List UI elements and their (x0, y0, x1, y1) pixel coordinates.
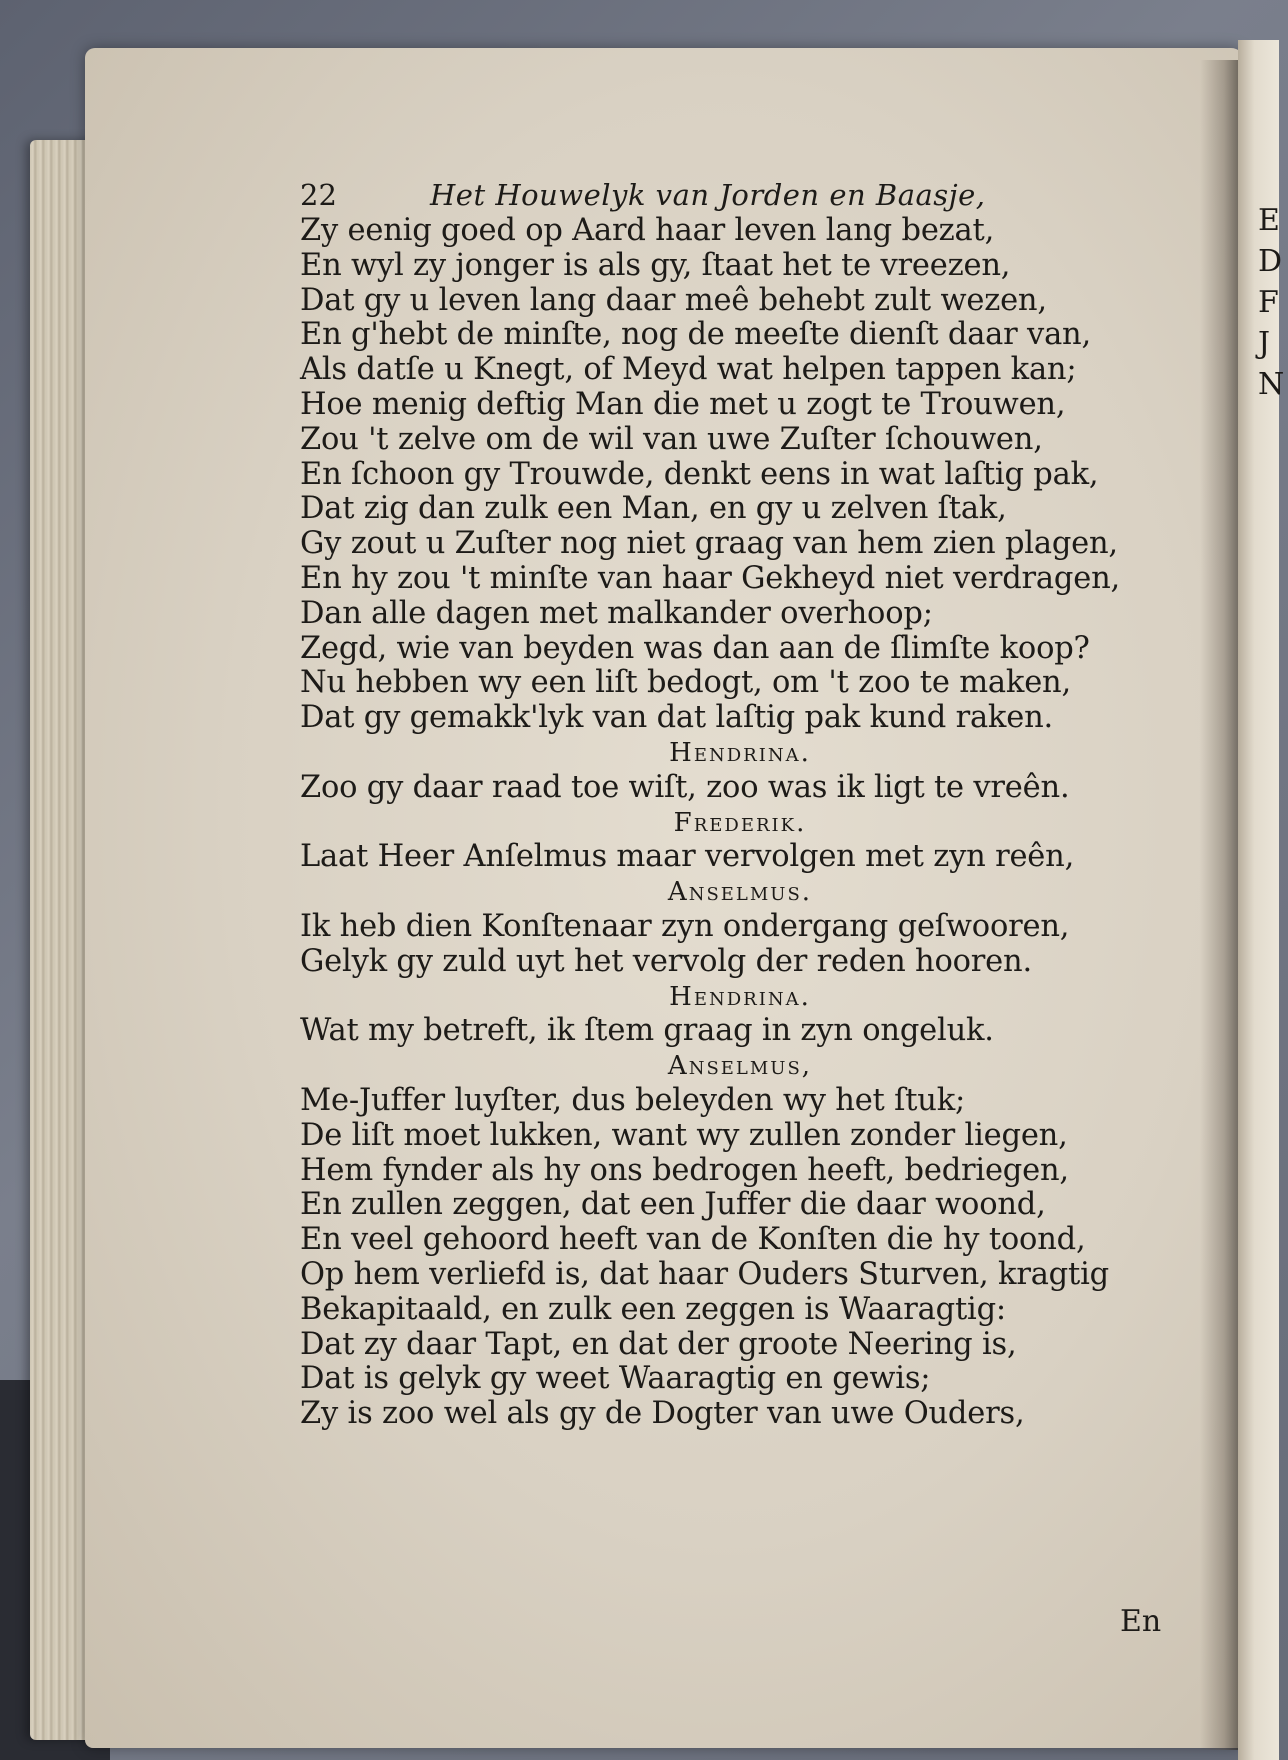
verse-line: Zegd, wie van beyden was dan aan de ſlimſte koop? (300, 630, 1090, 666)
speaker-name: Hendrina. (669, 981, 811, 1012)
verse-line: Zy is zoo wel als gy de Dogter van uwe Ouders, (300, 1396, 1025, 1432)
verse-lines (300, 214, 1180, 1432)
verse-line: Gy zout u Zuſter nog niet graag van hem zien plagen, (300, 526, 1118, 562)
facing-letter: F (1258, 285, 1279, 320)
speaker-name: Hendrina. (669, 737, 811, 768)
verse-line: Gelyk gy zuld uyt het vervolg der reden hooren. (300, 943, 1032, 979)
facing-letter: D (1258, 244, 1283, 279)
page-number: 22 (300, 178, 337, 212)
verse-line: Op hem verliefd is, dat haar Ouders Sturven, kragtig (300, 1256, 1109, 1292)
running-header (300, 176, 1180, 214)
verse-line: Dat gy gemakk'lyk van dat laſtig pak kund raken. (300, 700, 1054, 736)
verse-line: Dat is gelyk gy weet Waaragtig en gewis; (300, 1361, 931, 1397)
facing-letter: J (1258, 326, 1271, 361)
verse-line: Zy eenig goed op Aard haar leven lang bezat, (300, 213, 995, 248)
speaker-name: Anselmus, (667, 1051, 813, 1082)
verse-line: Dan alle dagen met malkander overhoop; (300, 595, 933, 631)
verse-line: Dat gy u leven lang daar meê behebt zult wezen, (300, 282, 1047, 318)
verse-line: Nu hebben wy een liſt bedogt, om 't zoo te maken, (300, 665, 1071, 701)
verse-line: Hem fynder als hy ons bedrogen heeft, bedriegen, (300, 1152, 1069, 1188)
verse-line: En zullen zeggen, dat een Juffer die daar woond, (300, 1187, 1046, 1223)
verse-line: En hy zou 't minſte van haar Gekheyd niet verdragen, (300, 560, 1121, 596)
verse-line: Bekapitaald, en zulk een zeggen is Waaragtig: (300, 1291, 1006, 1327)
verse-line: Me-Juffer luyſter, dus beleyden wy het ſtuk; (300, 1082, 966, 1118)
verse-line: Als datſe u Knegt, of Meyd wat helpen tappen kan; (300, 352, 1077, 388)
verse-line: Dat zig dan zulk een Man, en gy u zelven ſtak, (300, 491, 1007, 527)
verse-line: En wyl zy jonger is als gy, ſtaat het te vreezen, (300, 247, 1011, 283)
verse-line: En ſchoon gy Trouwde, denkt eens in wat laſtig pak, (300, 456, 1099, 492)
book-gutter (1200, 60, 1240, 1750)
speaker-name: Frederik. (673, 807, 807, 838)
facing-page-text (1258, 200, 1288, 405)
verse-line: Hoe menig deftig Man die met u zogt te Trouwen, (300, 386, 1066, 422)
verse-line: Dat zy daar Tapt, en dat der groote Neering is, (300, 1326, 1017, 1362)
speaker-name: Anselmus. (667, 877, 813, 908)
verse-line: En veel gehoord heeft van de Konſten die hy toond, (300, 1222, 1086, 1258)
facing-letter: E (1258, 203, 1280, 238)
verse-line: Ik heb dien Konſtenaar zyn ondergang geſwooren, (300, 908, 1070, 944)
catchword: En (1120, 1604, 1162, 1639)
verse-line: En g'hebt de minſte, nog de meeſte dienſt daar van, (300, 317, 1091, 353)
verse-line: Zoo gy daar raad toe wiſt, zoo was ik ligt te vreên. (300, 769, 1070, 805)
verse-line: De liſt moet lukken, want wy zullen zonder liegen, (300, 1117, 1068, 1153)
verse-line: Wat my betreft, ik ſtem graag in zyn ongeluk. (300, 1013, 994, 1049)
running-title: Het Houwelyk van Jorden en Baasje, (430, 178, 986, 212)
verse-line: Zou 't zelve om de wil van uwe Zuſter ſchouwen, (300, 421, 1043, 457)
verse-line: Laat Heer Anſelmus maar vervolgen met zyn reên, (300, 839, 1075, 875)
page-text (300, 176, 1180, 1432)
facing-letter: N (1258, 367, 1285, 402)
